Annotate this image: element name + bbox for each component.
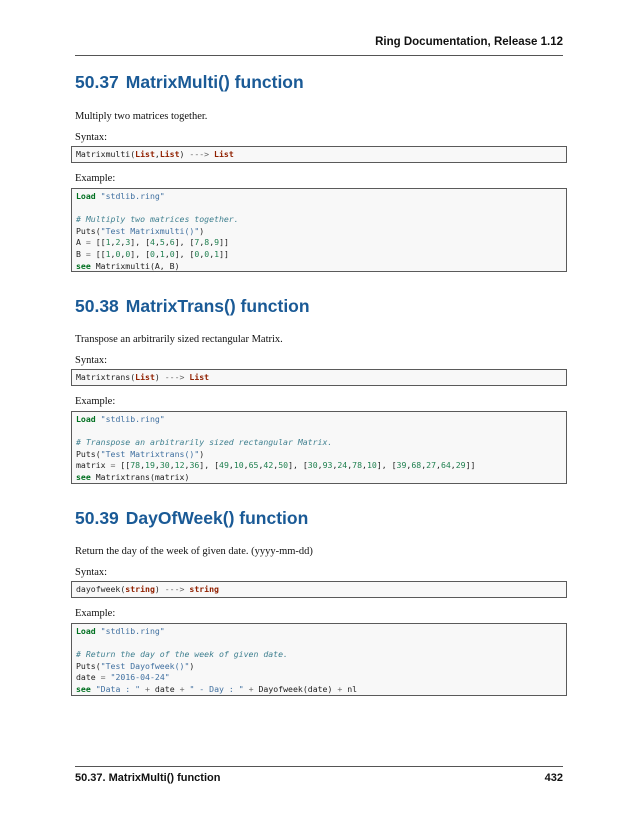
code-token: , — [110, 237, 116, 248]
code-token: 30 — [307, 460, 318, 471]
code-token: "Test Matrixmulti()" — [100, 225, 200, 236]
code-token: + — [337, 683, 343, 694]
code-token: 78 — [130, 460, 141, 471]
code-token: 12 — [174, 460, 185, 471]
code-token: "stdlib.ring" — [100, 626, 165, 636]
code-token: 0 — [125, 248, 131, 259]
code-token: Puts( — [76, 660, 101, 671]
code-line — [76, 638, 562, 650]
code-token: , — [184, 460, 190, 471]
code-token: see — [76, 683, 91, 694]
code-token: 1 — [214, 248, 220, 259]
code-token: , — [154, 248, 160, 259]
syntax-label: Syntax: — [75, 567, 108, 578]
code-line — [76, 449, 562, 461]
code-token: , — [421, 460, 427, 471]
code-token: 10 — [366, 460, 377, 471]
code-token: 24 — [337, 460, 348, 471]
footer-section-title: 50.37. MatrixMulti() function — [75, 772, 221, 784]
code-line — [76, 684, 562, 696]
code-token: 1 — [159, 248, 165, 259]
section-description: Multiply two matrices together. — [75, 111, 208, 122]
code-token: , — [199, 248, 205, 259]
code-token: "Test Matrixtrans()" — [100, 448, 200, 459]
code-token: " - Day : " — [189, 683, 244, 694]
code-token: B — [76, 248, 86, 259]
code-token: , — [228, 460, 234, 471]
code-token: 39 — [396, 460, 407, 471]
code-token: 42 — [263, 460, 274, 471]
code-token: 0 — [150, 248, 155, 259]
code-token: Load — [76, 414, 96, 424]
code-token: date — [76, 672, 101, 683]
code-line — [76, 372, 562, 384]
code-token: # Multiply two matrices together. — [76, 214, 239, 225]
code-token: Puts( — [76, 448, 101, 459]
code-token: Matrixtrans(matrix) — [90, 471, 190, 482]
code-token: , — [436, 460, 441, 471]
code-token: see — [76, 471, 91, 482]
code-token: 27 — [426, 460, 436, 471]
code-token: ], [ — [174, 248, 195, 259]
code-token: 6 — [169, 237, 175, 248]
code-line — [76, 661, 562, 673]
code-token: ) — [154, 584, 165, 594]
code-token: , — [243, 460, 249, 471]
code-token: string — [125, 584, 155, 594]
code-token: ], [ — [174, 237, 195, 248]
code-token: 9 — [214, 237, 220, 248]
section-description: Transpose an arbitrarily sized rectangular Matrix. — [75, 334, 283, 345]
code-token: 5 — [159, 237, 165, 248]
example-code-block — [71, 188, 567, 272]
code-token: 1 — [105, 248, 111, 259]
code-line — [76, 472, 562, 484]
code-token: List — [214, 149, 234, 159]
code-token: ---> — [164, 372, 185, 382]
code-token: , — [450, 460, 456, 471]
code-line — [76, 214, 562, 226]
code-line — [76, 249, 562, 261]
code-token: ], [ — [130, 237, 150, 248]
code-token: 29 — [455, 460, 466, 471]
code-line — [76, 584, 562, 596]
code-token: Load — [76, 626, 96, 636]
code-token: 64 — [440, 460, 451, 471]
code-token: , — [154, 237, 160, 248]
page-number: 432 — [544, 772, 563, 784]
code-token: "Test Dayofweek()" — [100, 660, 190, 671]
code-token: Matrixtrans( — [76, 372, 136, 382]
code-token: 49 — [219, 460, 229, 471]
code-token: "stdlib.ring" — [100, 191, 165, 201]
code-token: , — [164, 248, 170, 259]
code-token: , — [164, 237, 170, 248]
code-token: 68 — [411, 460, 422, 471]
document-title: Ring Documentation, Release 1.12 — [375, 36, 563, 48]
code-token: , — [362, 460, 367, 471]
code-token: , — [199, 237, 205, 248]
code-token: , — [154, 460, 160, 471]
code-token: 50 — [278, 460, 289, 471]
code-token: ) — [154, 372, 165, 382]
section-title: MatrixTrans() function — [125, 296, 310, 316]
code-token: Puts( — [76, 225, 101, 236]
example-label: Example: — [75, 608, 116, 619]
code-line — [76, 626, 562, 638]
code-token: ) — [199, 225, 205, 236]
code-token: [[ — [90, 237, 106, 248]
code-token: A — [76, 237, 86, 248]
code-line — [76, 261, 562, 272]
code-line — [76, 460, 562, 472]
code-token: = — [85, 248, 91, 259]
code-token: [[ — [90, 248, 106, 259]
code-token: ], [ — [376, 460, 397, 471]
code-token: , — [332, 460, 338, 471]
section-number: 50.37 — [75, 72, 119, 92]
code-token: , — [317, 460, 323, 471]
code-line — [76, 672, 562, 684]
code-token: , — [209, 237, 215, 248]
code-token: 36 — [189, 460, 200, 471]
page-header — [75, 36, 563, 56]
code-line — [76, 414, 562, 426]
code-token: 0 — [169, 248, 175, 259]
code-token: ) — [179, 149, 190, 159]
code-token: ]] — [219, 248, 229, 259]
code-token: , — [273, 460, 279, 471]
syntax-code-block — [71, 581, 567, 598]
code-token: + — [179, 683, 185, 694]
section-number: 50.38 — [75, 296, 119, 316]
code-token: date — [149, 683, 180, 694]
code-token: "2016-04-24" — [110, 672, 170, 683]
code-token: 3 — [125, 237, 131, 248]
code-token: Dayofweek(date) — [253, 683, 338, 694]
code-token: ]] — [219, 237, 229, 248]
section-description: Return the day of the week of given date. (yyyy-mm-dd) — [75, 546, 313, 557]
code-token: ) — [199, 448, 205, 459]
example-label: Example: — [75, 396, 116, 407]
code-token: "Data : " — [95, 683, 141, 694]
syntax-code-block — [71, 146, 567, 163]
code-token: ], [ — [288, 460, 308, 471]
code-line — [76, 237, 562, 249]
code-token: 19 — [145, 460, 155, 471]
code-token: , — [406, 460, 412, 471]
code-token: 30 — [159, 460, 170, 471]
code-token: , — [120, 237, 126, 248]
code-line — [76, 149, 562, 161]
code-token: , — [169, 460, 175, 471]
code-token: Matrixmulti(A, B) — [90, 260, 180, 271]
code-token: 0 — [115, 248, 121, 259]
code-token: 4 — [150, 237, 155, 248]
code-token: 0 — [204, 248, 210, 259]
syntax-label: Syntax: — [75, 355, 108, 366]
code-token: 7 — [194, 237, 200, 248]
code-token: 10 — [233, 460, 244, 471]
code-token: = — [110, 460, 116, 471]
code-line — [76, 226, 562, 238]
section-title: MatrixMulti() function — [125, 72, 304, 92]
code-token: ]] — [465, 460, 476, 471]
section-heading — [75, 72, 304, 93]
code-token: see — [76, 260, 91, 271]
code-token: = — [100, 672, 106, 683]
section-number: 50.39 — [75, 508, 119, 528]
code-token: , — [209, 248, 215, 259]
code-token: , — [110, 248, 116, 259]
code-token: 0 — [194, 248, 200, 259]
code-token: Matrixmulti( — [76, 149, 136, 159]
code-line — [76, 426, 562, 438]
syntax-code-block — [71, 369, 567, 386]
code-token: matrix — [76, 460, 111, 471]
code-token: , — [120, 248, 126, 259]
code-token: + — [248, 683, 254, 694]
code-token: 78 — [352, 460, 363, 471]
code-token: ], [ — [199, 460, 220, 471]
code-line — [76, 437, 562, 449]
section-heading — [75, 508, 308, 529]
code-token: nl — [342, 683, 358, 694]
code-token: 93 — [322, 460, 333, 471]
code-token: ) — [189, 660, 195, 671]
code-token: 1 — [105, 237, 111, 248]
code-token: , — [154, 149, 160, 159]
code-token: ---> — [189, 149, 210, 159]
code-token: # Return the day of the week of given date. — [76, 649, 288, 660]
code-token: = — [85, 237, 91, 248]
code-token: 2 — [115, 237, 121, 248]
example-label: Example: — [75, 173, 116, 184]
code-token: "stdlib.ring" — [100, 414, 165, 424]
code-token: + — [145, 683, 150, 694]
page-footer — [75, 766, 563, 786]
example-code-block — [71, 411, 567, 484]
section-heading — [75, 296, 310, 317]
code-token: # Transpose an arbitrarily sized rectangular Matrix. — [76, 437, 333, 448]
code-token: List — [135, 149, 155, 159]
code-token: List — [189, 372, 210, 382]
code-line — [76, 203, 562, 215]
code-token: string — [189, 584, 219, 594]
code-token: dayofweek( — [76, 584, 126, 594]
code-token: List — [159, 149, 180, 159]
code-token: [[ — [115, 460, 131, 471]
code-token: 65 — [248, 460, 259, 471]
example-code-block — [71, 623, 567, 696]
code-line — [76, 649, 562, 661]
code-token: , — [140, 460, 146, 471]
syntax-label: Syntax: — [75, 132, 108, 143]
code-token: Load — [76, 191, 96, 201]
code-token: ], [ — [130, 248, 150, 259]
code-token: , — [347, 460, 353, 471]
code-token: 8 — [204, 237, 210, 248]
code-token: List — [135, 372, 155, 382]
section-title: DayOfWeek() function — [125, 508, 309, 528]
code-line — [76, 191, 562, 203]
code-token: ---> — [164, 584, 185, 594]
code-token: , — [258, 460, 264, 471]
